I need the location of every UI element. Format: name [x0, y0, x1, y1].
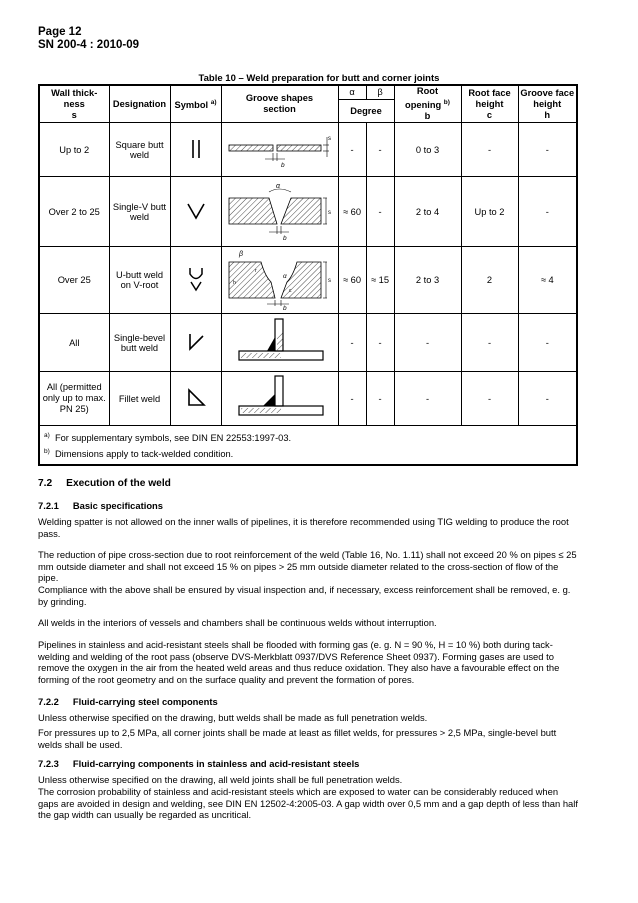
cell-root-face: 2: [461, 247, 518, 314]
cell-designation: Single-bevel butt weld: [109, 314, 170, 372]
table-row: [39, 247, 577, 314]
cell-groove-face: -: [518, 372, 577, 426]
page-number: Page 12: [38, 26, 82, 38]
cell-wall: Over 25: [39, 247, 109, 314]
page-header: [38, 26, 139, 52]
document-id: SN 200-4 : 2010-09: [38, 39, 140, 51]
col-groove-face: Groove face height h: [518, 85, 577, 123]
paragraph: Pipelines in stainless and acid-resistant steels shall be flooded with forming gas (e. g. N = 90 %, H = 10 %) both during tack-welding and welding of the root pass (observe DVS-Merkblatt 0937/DVS Reference Sheet 0937). Forming gases are used to remove the oxygen in the air from the heated weld areas and thus reduce oxidation. They also have a favourable effect on the forming of the root geometry and on the surface quality and prevent the formation of pores.: [38, 639, 560, 685]
cell-designation: Single-V butt weld: [109, 177, 170, 247]
cell-root-face: Up to 2: [461, 177, 518, 247]
cell-groove-face: -: [518, 177, 577, 247]
single-v-symbol-icon: [170, 177, 221, 247]
cell-root-opening: 0 to 3: [394, 123, 461, 177]
svg-text:b: b: [282, 305, 287, 311]
cell-designation: Square butt weld: [109, 123, 170, 177]
square-butt-symbol-icon: [170, 123, 221, 177]
paragraph: For pressures up to 2,5 MPa, all corner joints shall be made at least as fillet welds, for pressures > 2,5 MPa, single-bevel butt welds shall be used.: [38, 727, 557, 750]
col-designation: Designation: [109, 85, 170, 123]
fillet-groove-diagram: [221, 372, 338, 426]
svg-text:b: b: [282, 234, 287, 242]
u-butt-symbol-icon: [170, 247, 221, 314]
section-7-2-3-heading: 7.2.3 Fluid-carrying components in stainless and acid-resistant steels: [38, 758, 360, 769]
cell-groove-face: ≈ 4: [518, 247, 577, 314]
cell-root-opening: -: [394, 372, 461, 426]
u-butt-groove-diagram: [221, 247, 338, 314]
svg-text:s: s: [327, 135, 331, 142]
cell-wall: All: [39, 314, 109, 372]
cell-root-face: -: [461, 372, 518, 426]
cell-beta: ≈ 15: [366, 247, 394, 314]
svg-text:s: s: [327, 278, 331, 285]
table-row: [39, 314, 577, 372]
table-row: [39, 177, 577, 247]
cell-alpha: ≈ 60: [338, 247, 366, 314]
single-bevel-groove-diagram: [221, 314, 338, 372]
paragraph: All welds in the interiors of vessels and chambers shall be continuous welds without interruption.: [38, 617, 437, 628]
square-butt-groove-diagram: [221, 123, 338, 177]
weld-preparation-table: [38, 84, 578, 466]
svg-text:c: c: [288, 288, 291, 295]
cell-root-opening: 2 to 3: [394, 247, 461, 314]
cell-root-opening: 2 to 4: [394, 177, 461, 247]
cell-alpha: -: [338, 314, 366, 372]
single-bevel-symbol-icon: [170, 314, 221, 372]
col-wall-thickness: Wall thick- ness s: [39, 85, 109, 123]
cell-wall: Over 2 to 25: [39, 177, 109, 247]
cell-designation: Fillet weld: [109, 372, 170, 426]
paragraph: Unless otherwise specified on the drawing, all weld joints shall be full penetration welds.: [38, 774, 403, 785]
footnote-b: $^{b)}$ Dimensions apply to tack-welded condition.: [44, 448, 234, 460]
single-v-groove-diagram: [221, 177, 338, 247]
table-caption: Table 10 – Weld preparation for butt and corner joints: [198, 73, 440, 84]
cell-alpha: -: [338, 372, 366, 426]
cell-wall: All (permitted only up to max. PN 25): [39, 372, 109, 426]
cell-alpha: -: [338, 123, 366, 177]
section-7-2-1-heading: 7.2.1 Basic specifications: [38, 500, 164, 511]
paragraph: Compliance with the above shall be ensured by visual inspection and, if necessary, excess reinforcement shall be removed, e. g. by grinding.: [38, 584, 571, 607]
cell-beta: -: [366, 372, 394, 426]
svg-text:α: α: [282, 273, 287, 281]
col-root-opening: Root opening $^{b)}$ b: [394, 85, 461, 123]
svg-text:α: α: [275, 182, 280, 190]
cell-root-face: -: [461, 123, 518, 177]
section-7-2-heading: 7.2 Execution of the weld: [38, 478, 171, 489]
svg-text:β: β: [238, 251, 243, 259]
cell-designation: U-butt weld on V-root: [109, 247, 170, 314]
table-footnotes: [39, 426, 577, 466]
col-degree: Degree: [338, 100, 394, 123]
cell-wall: Up to 2: [39, 123, 109, 177]
cell-beta: -: [366, 177, 394, 247]
svg-text:h: h: [232, 280, 236, 287]
cell-groove-face: -: [518, 123, 577, 177]
col-root-face: Root face height c: [461, 85, 518, 123]
cell-beta: -: [366, 314, 394, 372]
svg-text:r: r: [254, 268, 257, 275]
col-symbol: Symbol $^{a)}$: [170, 85, 221, 123]
paragraph: The corrosion probability of stainless and acid-resistant steels which are exposed to water can be considerably reduced when gaps are avoided in design and welding, see DIN EN 12502-4:2005-03. A gap width over 0,5 mm and a gap depth of less than half the gap width can usually be regarded as uncritical.: [38, 786, 578, 820]
paragraph: Welding spatter is not allowed on the inner walls of pipelines, it is therefore recommended using TIG welding to produce the root pass.: [38, 516, 569, 539]
paragraph: Unless otherwise specified on the drawing, butt welds shall be made as full penetration welds.: [38, 712, 428, 723]
cell-beta: -: [366, 123, 394, 177]
cell-root-face: -: [461, 314, 518, 372]
table-row: [39, 123, 577, 177]
cell-groove-face: -: [518, 314, 577, 372]
col-beta: β: [366, 85, 394, 100]
col-alpha: α: [338, 85, 366, 100]
fillet-symbol-icon: [170, 372, 221, 426]
svg-text:s: s: [327, 209, 331, 216]
table-row: [39, 372, 577, 426]
col-groove-shapes: Groove shapes section: [221, 85, 338, 123]
cell-root-opening: -: [394, 314, 461, 372]
paragraph: The reduction of pipe cross-section due to root reinforcement of the weld (Table 16, No. 1.11) shall not exceed 20 % on pipes ≤ 25 mm outside diameter and shall not exceed 15 % on pipes > 25 mm outside diameter related to the cross-section of flow of the pipe.: [38, 549, 577, 583]
svg-text:b: b: [280, 161, 285, 169]
cell-alpha: ≈ 60: [338, 177, 366, 247]
section-7-2-2-heading: 7.2.2 Fluid-carrying steel components: [38, 696, 218, 707]
footnote-a: $^{a)}$ For supplementary symbols, see DIN EN 22553:1997-03.: [44, 432, 292, 444]
